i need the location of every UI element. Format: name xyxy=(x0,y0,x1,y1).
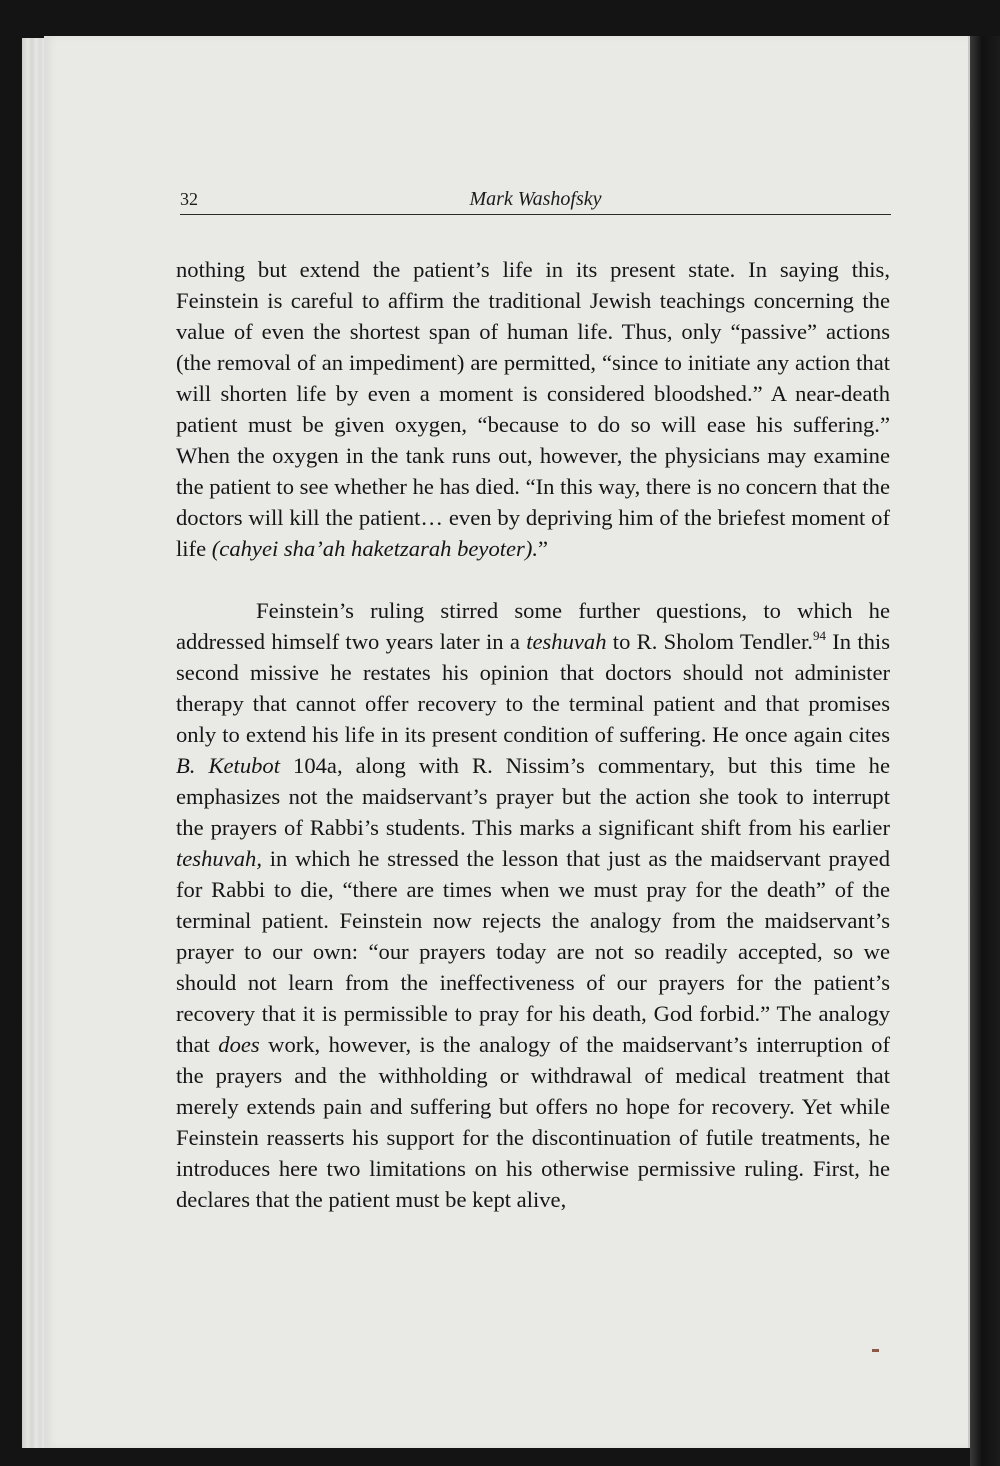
paragraph-2-text-2: to R. Sholom Tendler. xyxy=(606,629,813,654)
paragraph-2-text-4: 104a, along with R. Nissim’s commentary, but this time he emphasizes not the maidservant’s prayer but the action she took to interrupt the prayers of Rabbi’s students. This marks a significant shift from his earlier xyxy=(176,753,890,840)
paragraph-2-text-1: Feinstein’s ruling stirred some further questions, to which he addressed himself two years later in a xyxy=(176,598,890,654)
page-number: 32 xyxy=(180,189,198,209)
italic-does: does xyxy=(218,1032,260,1057)
paragraph-1 xyxy=(176,254,890,564)
page-mark xyxy=(872,1349,879,1352)
paragraph-1-text: nothing but extend the patient’s life in its present state. In saying this, Feinstein is careful to affirm the traditional Jewish teachings concerning the value of even the shortest span of human life. Thus, only “passive” actions (the removal of an impediment) are permitted, “since to initiate any action that will shorten life by even a moment is considered bloodshed.” A near-death patient must be given oxygen, “because to do so will ease his suffering.” When the oxygen in the tank runs out, however, the physicians may examine the patient to see whether he has died. “In this way, there is no concern that the doctors will kill the patient… even by depriving him of the briefest moment of life xyxy=(176,257,890,561)
italic-teshuvah-2: teshuvah, xyxy=(176,846,262,871)
running-head xyxy=(180,186,891,215)
italic-transliteration: (cahyei sha’ah haketzarah beyoter). xyxy=(211,536,539,561)
italic-ketubot: B. Ketubot xyxy=(176,753,281,778)
paragraph-2-text-6: work, however, is the analogy of the maidservant’s interruption of the prayers and the withholding or withdrawal of medical treatment that merely extends pain and suffering but offers no hope for recovery. Yet while Feinstein reasserts his support for the discontinuation of futile treatments, he introduces here two limitations on his otherwise permissive ruling. First, he declares that the patient must be kept alive, xyxy=(176,1032,890,1212)
footnote-marker: 94 xyxy=(812,628,826,643)
book-spine xyxy=(970,36,1000,1466)
body-text xyxy=(176,254,890,1215)
italic-teshuvah: teshuvah xyxy=(526,629,607,654)
paragraph-2-text-5: in which he stressed the lesson that just as the maidservant prayed for Rabbi to die, “there are times when we must pray for the death” of the terminal patient. Feinstein now rejects the analogy from the maidservant’s prayer to our own: “our prayers today are not so readily accepted, so we should not learn from the ineffectiveness of our prayers for the patient’s recovery that it is permissible to pray for his death, God forbid.” The analogy that xyxy=(176,846,890,1057)
paragraph-2-text-3: In this second missive he restates his opinion that doctors should not administer therapy that cannot offer recovery to the terminal patient and that promises only to extend his life in its present condition of suffering. He once again cites xyxy=(176,629,890,747)
paragraph-2 xyxy=(176,595,890,1215)
closing-quote: ” xyxy=(538,536,549,561)
running-title: Mark Washofsky xyxy=(469,188,602,210)
